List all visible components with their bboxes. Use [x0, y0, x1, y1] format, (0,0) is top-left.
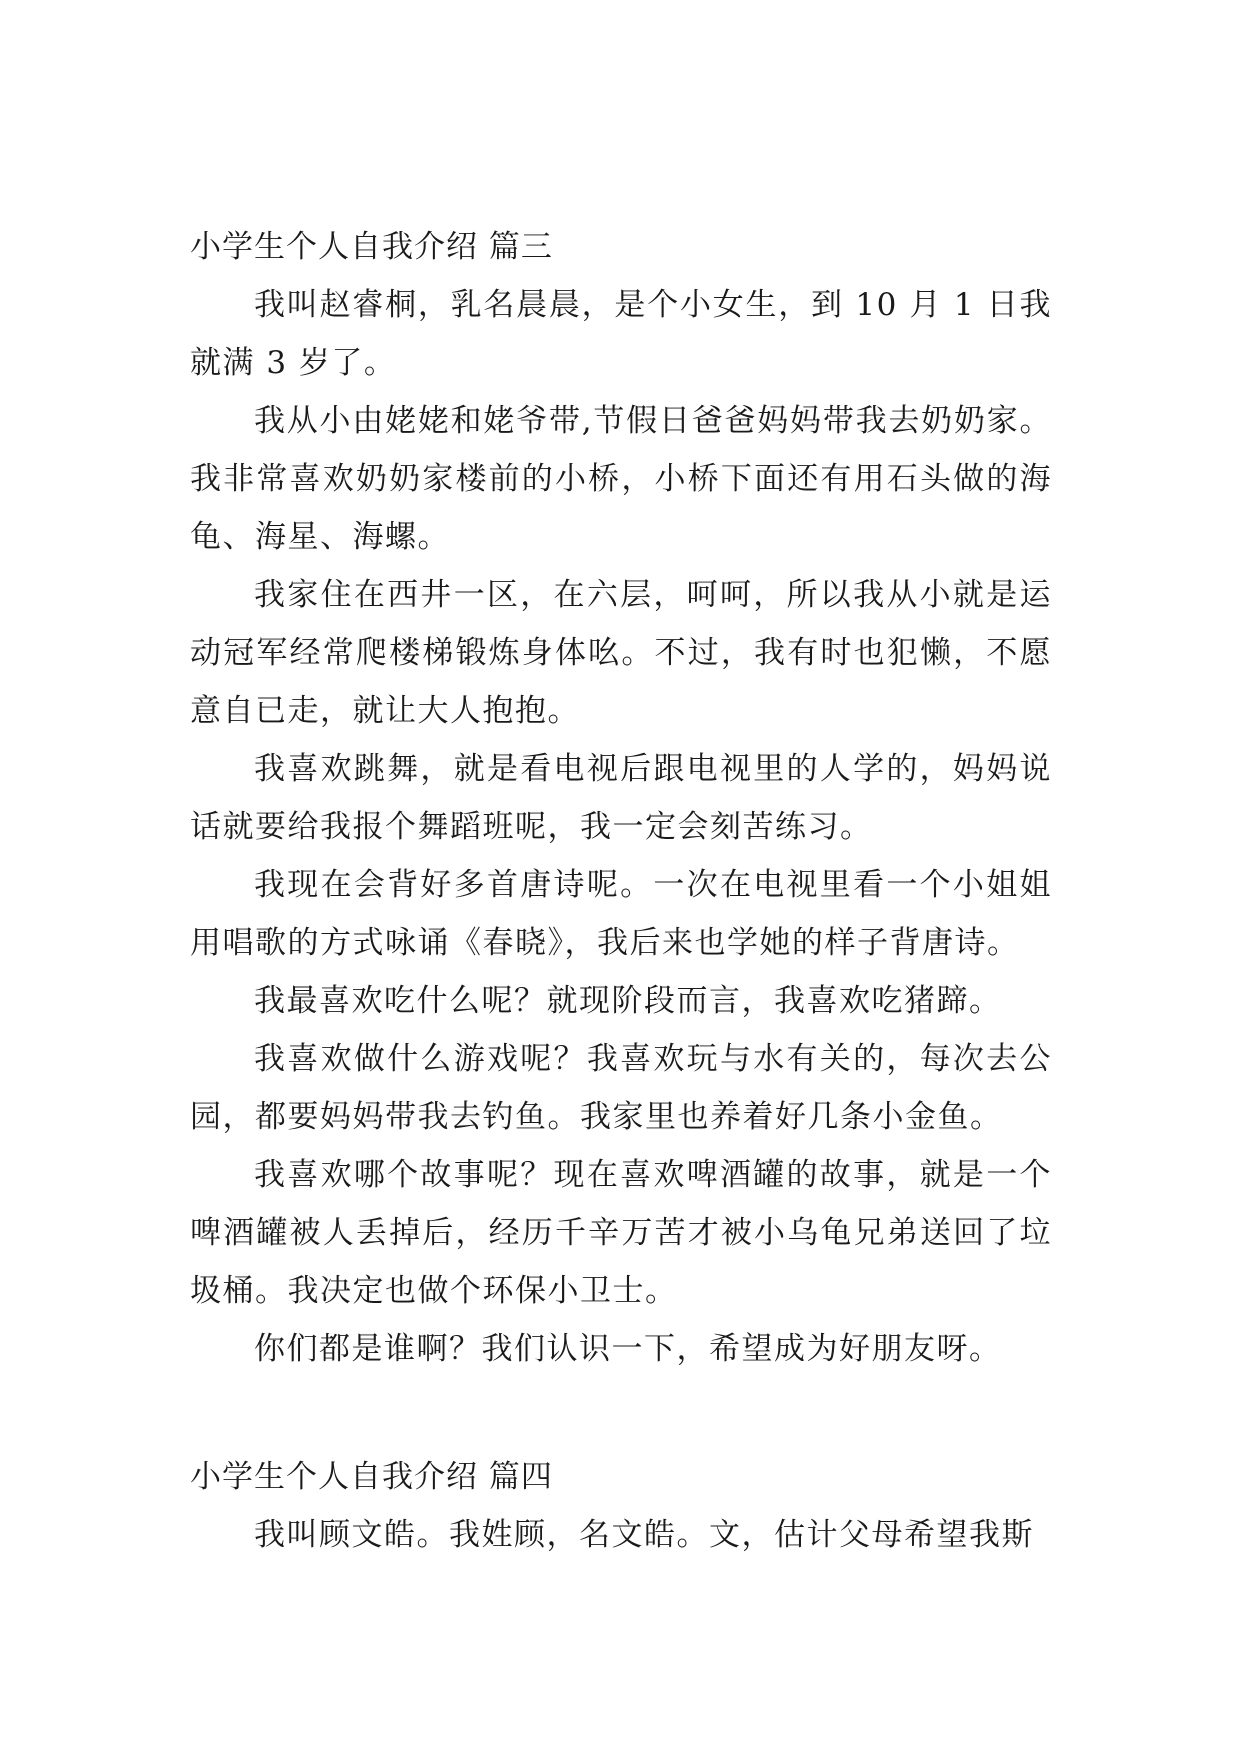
paragraph: 我家住在西井一区，在六层，呵呵，所以我从小就是运动冠军经常爬楼梯锻炼身体吆。不过，我有时也犯懒，不愿意自已走，就让大人抱抱。: [190, 577, 1052, 729]
section-spacer: [190, 1378, 1052, 1448]
section-title: 小学生个人自我介绍 篇四: [190, 1459, 553, 1495]
paragraph: 我最喜欢吃什么呢？就现阶段而言，我喜欢吃猪蹄。: [254, 983, 1002, 1019]
paragraph: 我喜欢哪个故事呢？现在喜欢啤酒罐的故事，就是一个啤酒罐被人丢掉后，经历千辛万苦才被小乌龟兄弟送回了垃圾桶。我决定也做个环保小卫士。: [190, 1157, 1052, 1309]
paragraph: 你们都是谁啊？我们认识一下，希望成为好朋友呀。: [254, 1331, 1002, 1367]
paragraph: 我喜欢跳舞，就是看电视后跟电视里的人学的，妈妈说话就要给我报个舞蹈班呢，我一定会刻苦练习。: [190, 751, 1052, 845]
paragraph: 我现在会背好多首唐诗呢。一次在电视里看一个小姐姐用唱歌的方式咏诵《春晓》，我后来也学她的样子背唐诗。: [190, 867, 1052, 961]
paragraph: 我叫赵睿桐，乳名晨晨，是个小女生，到 10 月 1 日我就满 3 岁了。: [190, 287, 1052, 381]
section-title: 小学生个人自我介绍 篇三: [190, 229, 553, 265]
paragraph: 我叫顾文皓。我姓顾，名文皓。文，估计父母希望我斯: [254, 1517, 1034, 1553]
document-page: [190, 218, 1052, 1564]
paragraph: 我从小由姥姥和姥爷带,节假日爸爸妈妈带我去奶奶家。我非常喜欢奶奶家楼前的小桥，小桥下面还有用石头做的海龟、海星、海螺。: [190, 403, 1052, 555]
paragraph: 我喜欢做什么游戏呢？我喜欢玩与水有关的，每次去公园，都要妈妈带我去钓鱼。我家里也养着好几条小金鱼。: [190, 1041, 1052, 1135]
